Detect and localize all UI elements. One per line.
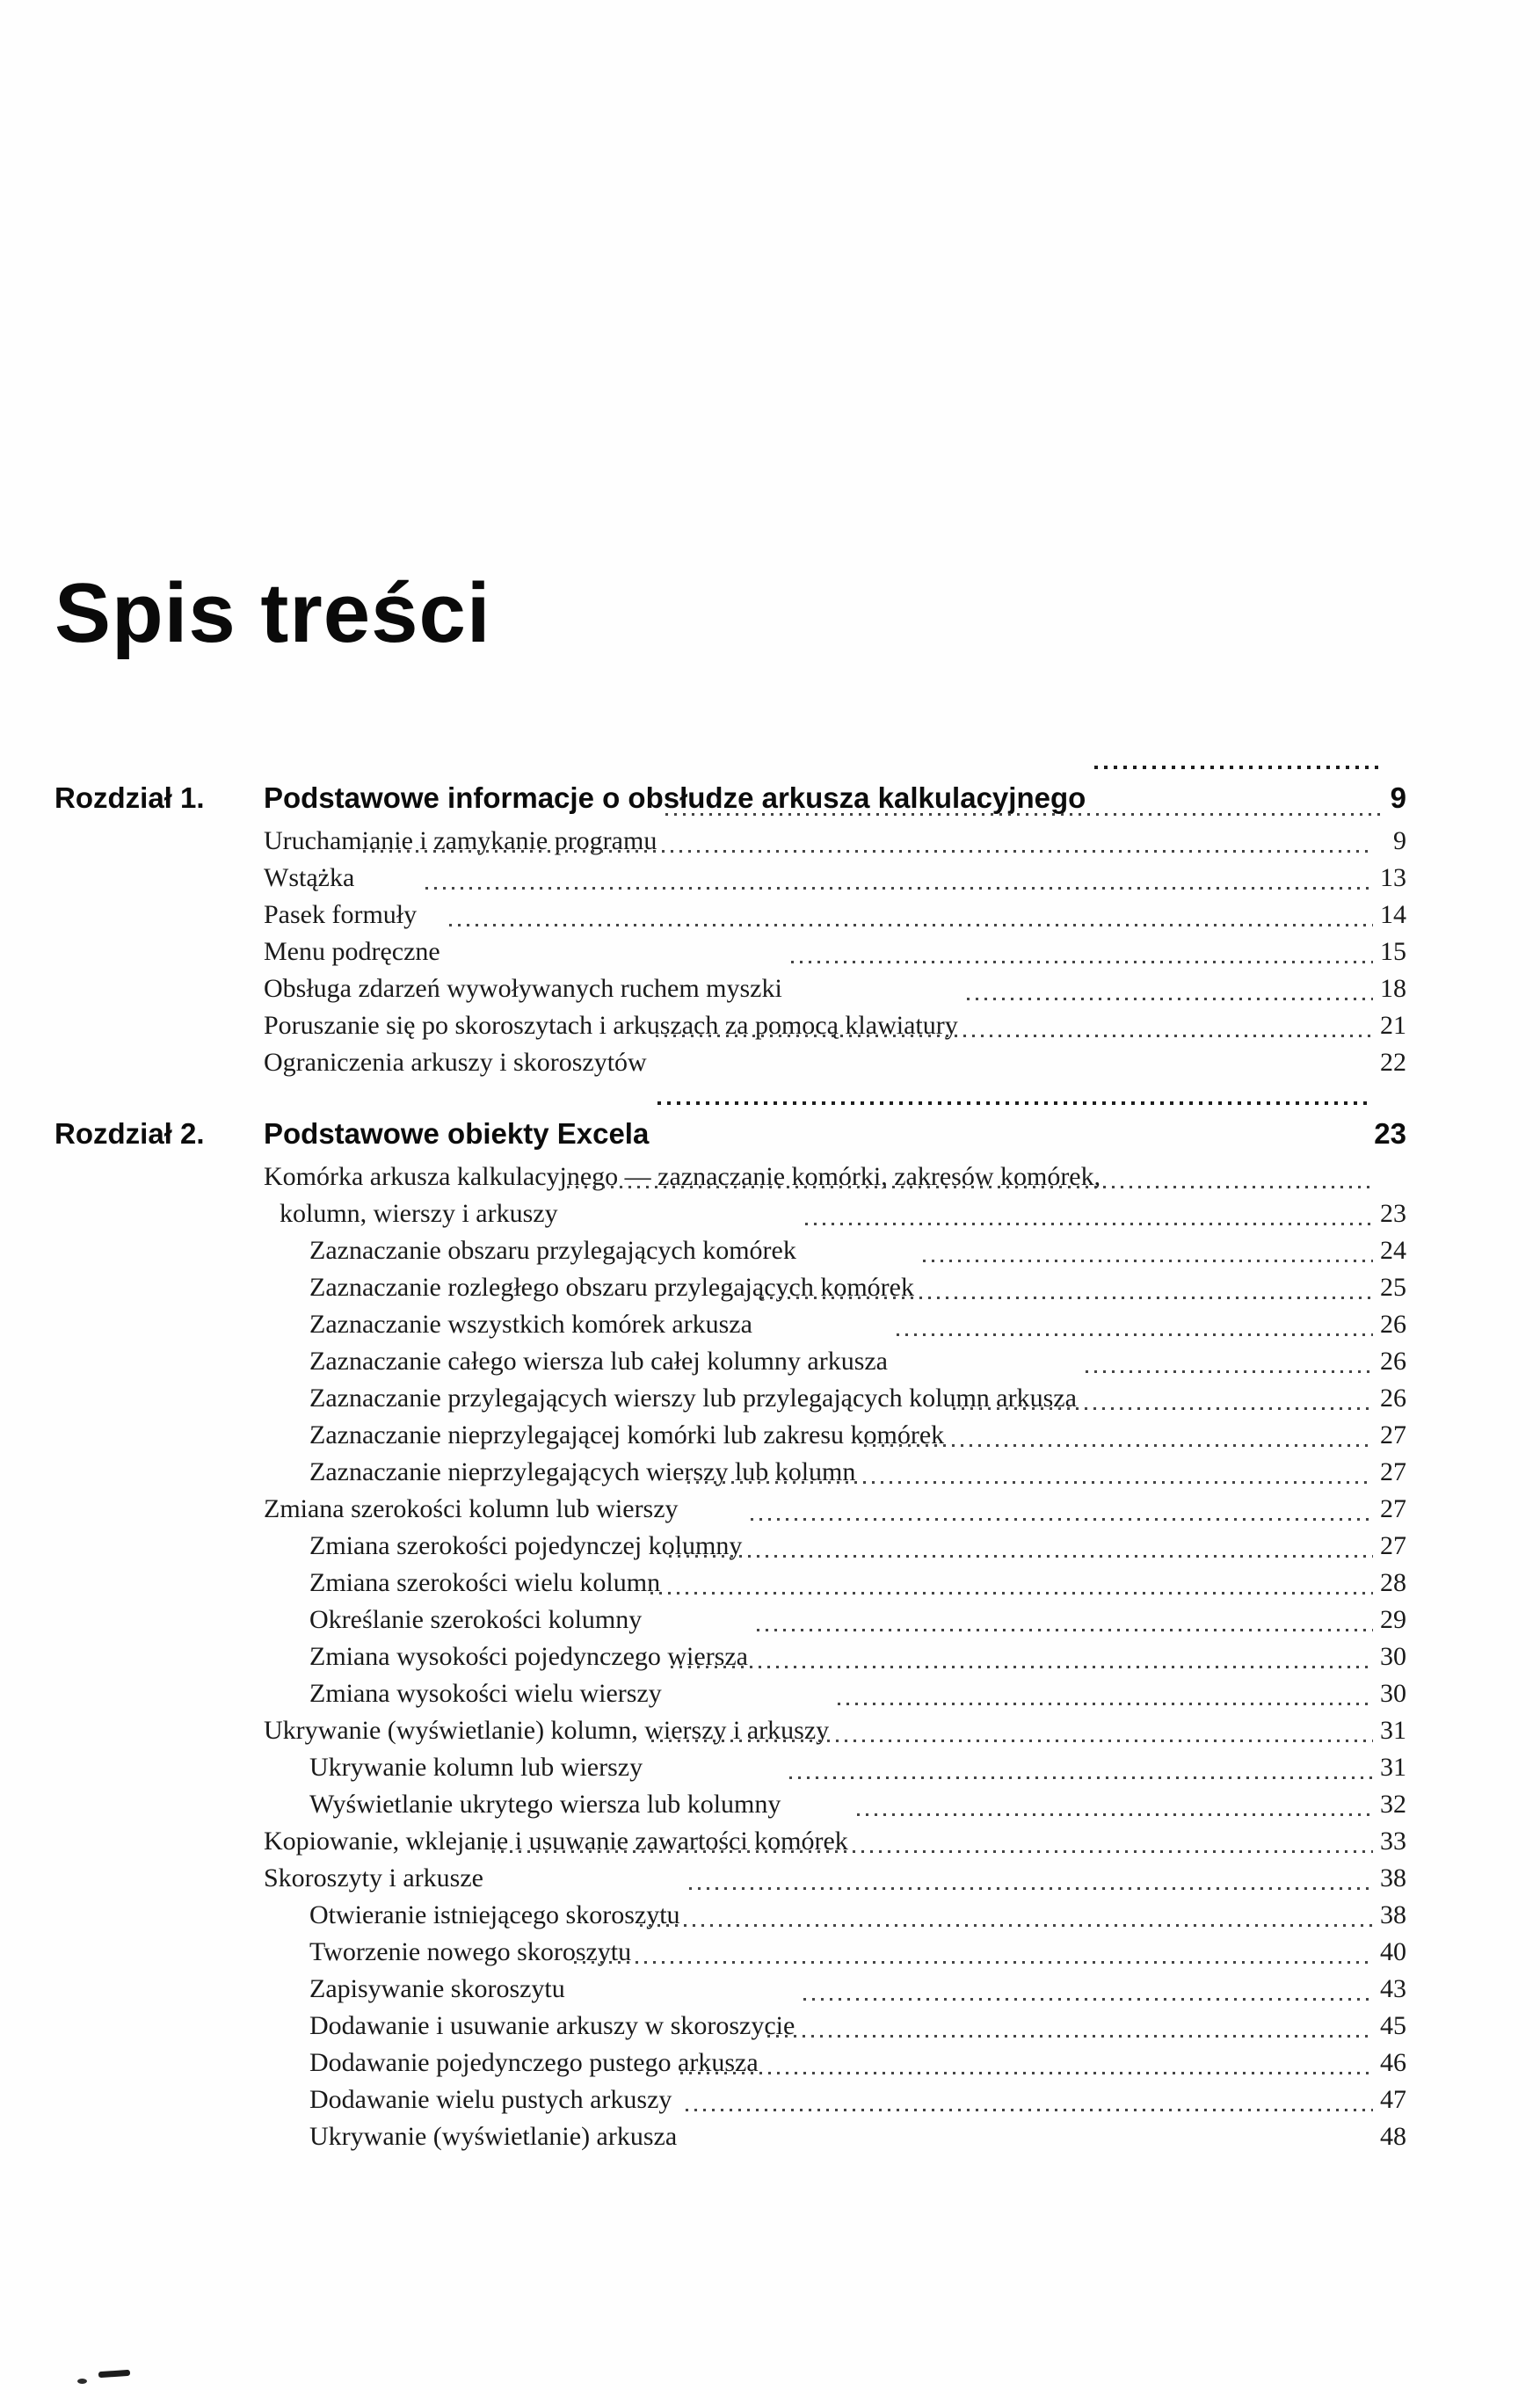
entry-text: Określanie szerokości kolumny (309, 1605, 643, 1634)
entry-text: Poruszanie się po skoroszytach i arkuszach za pomocą klawiatury (264, 1011, 958, 1040)
entry-text: Ukrywanie kolumn lub wierszy (309, 1753, 643, 1782)
entry-text: Wyświetlanie ukrytego wiersza lub kolumny (309, 1790, 781, 1819)
entry-page-number: 26 (1380, 1347, 1406, 1376)
chapter-heading (54, 1115, 1406, 1153)
toc-entry (264, 1306, 1406, 1343)
chapter-block (54, 779, 1406, 1081)
entry-page-number: 33 (1380, 1827, 1406, 1856)
chapter-title: Podstawowe informacje o obsłudze arkusza kalkulacyjnego (264, 781, 1086, 814)
entry-text: Skoroszyty i arkusze (264, 1863, 483, 1892)
entry-text: Ukrywanie (wyświetlanie) arkusza (309, 2122, 678, 2151)
chapter-title: Podstawowe obiekty Excela (264, 1117, 650, 1150)
toc-entry (264, 1823, 1406, 1860)
toc-entry (264, 1934, 1406, 1971)
entry-text: Ograniczenia arkuszy i skoroszytów (264, 1048, 647, 1077)
toc-entry (264, 1786, 1406, 1823)
toc-entry (264, 1195, 1406, 1232)
toc-entry (264, 1454, 1406, 1491)
entry-page-number: 26 (1380, 1384, 1406, 1413)
entry-page-number: 15 (1380, 937, 1406, 966)
entry-page-number: 30 (1380, 1679, 1406, 1708)
entry-page-number: 29 (1380, 1605, 1406, 1634)
page-title: Spis treści (54, 566, 491, 660)
entry-text: Zaznaczanie nieprzylegających wierszy lub kolumn (309, 1457, 856, 1486)
entry-text: Komórka arkusza kalkulacyjnego — zaznaczanie komórki, zakresów komórek, (264, 1162, 1101, 1191)
entry-page-number: 9 (1393, 826, 1406, 855)
toc-entry (264, 1602, 1406, 1638)
toc-entry (264, 970, 1406, 1007)
entry-page-number: 38 (1380, 1863, 1406, 1892)
entry-page-number: 27 (1380, 1531, 1406, 1560)
entry-text: Zaznaczanie obszaru przylegających komórek (309, 1236, 796, 1265)
entry-page-number: 26 (1380, 1310, 1406, 1339)
toc-entry (264, 1528, 1406, 1565)
entry-text: Zaznaczanie wszystkich komórek arkusza (309, 1310, 752, 1339)
scan-artifact (98, 2370, 130, 2378)
toc-entry (264, 1712, 1406, 1749)
entry-page-number: 21 (1380, 1011, 1406, 1040)
entry-page-number: 13 (1380, 863, 1406, 892)
toc-entry (264, 1638, 1406, 1675)
entry-text: Zmiana wysokości pojedynczego wiersza (309, 1642, 748, 1671)
chapter-page-number: 23 (1374, 1117, 1406, 1150)
chapter-heading (54, 779, 1406, 817)
toc-entry (264, 897, 1406, 933)
entry-page-number: 32 (1380, 1790, 1406, 1819)
chapter-label: Rozdział 2. (54, 1117, 205, 1150)
toc-entry (264, 1269, 1406, 1306)
entry-page-number: 30 (1380, 1642, 1406, 1671)
entry-page-number: 27 (1380, 1494, 1406, 1523)
entry-page-number: 24 (1380, 1236, 1406, 1265)
entry-text: Zmiana szerokości wielu kolumn (309, 1568, 661, 1597)
entry-page-number: 28 (1380, 1568, 1406, 1597)
toc-entry (264, 1380, 1406, 1417)
entry-text: Tworzenie nowego skoroszytu (309, 1937, 632, 1966)
toc-entry (264, 1860, 1406, 1897)
toc-entry (264, 1897, 1406, 1934)
toc-entry (264, 1971, 1406, 2008)
entry-page-number: 46 (1380, 2048, 1406, 2077)
chapter-label: Rozdział 1. (54, 781, 205, 814)
toc-entry (264, 1044, 1406, 1081)
scan-artifact (77, 2379, 87, 2384)
entry-text: Kopiowanie, wklejanie i usuwanie zawartości komórek (264, 1827, 848, 1856)
toc-entry (264, 1675, 1406, 1712)
entry-page-number: 31 (1380, 1753, 1406, 1782)
entry-page-number: 27 (1380, 1420, 1406, 1449)
entry-page-number: 23 (1380, 1199, 1406, 1228)
toc-entry (264, 860, 1406, 897)
toc-entry (264, 1491, 1406, 1528)
entry-page-number: 18 (1380, 974, 1406, 1003)
toc-entry (264, 1007, 1406, 1044)
entry-text: Dodawanie i usuwanie arkuszy w skoroszycie (309, 2011, 795, 2040)
toc-entry (264, 2118, 1406, 2155)
toc-entry (264, 823, 1406, 860)
entry-text: Obsługa zdarzeń wywoływanych ruchem myszki (264, 974, 782, 1003)
entry-text: Dodawanie pojedynczego pustego arkusza (309, 2048, 759, 2077)
chapter-block (54, 1115, 1406, 2155)
toc-entry (264, 1749, 1406, 1786)
entry-page-number: 48 (1380, 2122, 1406, 2151)
entry-text: Otwieranie istniejącego skoroszytu (309, 1900, 680, 1929)
entry-text: kolumn, wierszy i arkuszy (280, 1199, 558, 1228)
chapter-entries (264, 1159, 1406, 2155)
entry-text: Wstążka (264, 863, 355, 892)
entry-page-number: 45 (1380, 2011, 1406, 2040)
toc-entry (264, 1417, 1406, 1454)
entry-text: Zaznaczanie przylegających wierszy lub przylegających kolumn arkusza (309, 1384, 1077, 1413)
toc-entry (264, 1565, 1406, 1602)
entry-text: Ukrywanie (wyświetlanie) kolumn, wierszy i arkuszy (264, 1716, 830, 1745)
toc (54, 779, 1406, 2155)
entry-page-number: 38 (1380, 1900, 1406, 1929)
entry-page-number: 25 (1380, 1273, 1406, 1302)
entry-text: Zaznaczanie całego wiersza lub całej kolumny arkusza (309, 1347, 888, 1376)
toc-entry (264, 1232, 1406, 1269)
toc-entry (264, 1159, 1406, 1195)
entry-text: Zapisywanie skoroszytu (309, 1974, 565, 2003)
toc-entry (264, 2008, 1406, 2045)
toc-entry (264, 933, 1406, 970)
entry-page-number: 47 (1380, 2085, 1406, 2114)
entry-text: Menu podręczne (264, 937, 440, 966)
entry-page-number: 14 (1380, 900, 1406, 929)
entry-text: Zaznaczanie nieprzylegającej komórki lub zakresu komórek (309, 1420, 945, 1449)
entry-page-number: 31 (1380, 1716, 1406, 1745)
toc-entry (264, 2081, 1406, 2118)
entry-page-number: 27 (1380, 1457, 1406, 1486)
entry-text: Zaznaczanie rozległego obszaru przylegających komórek (309, 1273, 914, 1302)
entry-text: Zmiana szerokości pojedynczej kolumny (309, 1531, 743, 1560)
chapter-entries (264, 823, 1406, 1081)
entry-page-number: 40 (1380, 1937, 1406, 1966)
entry-text: Zmiana wysokości wielu wierszy (309, 1679, 662, 1708)
entry-text: Zmiana szerokości kolumn lub wierszy (264, 1494, 679, 1523)
entry-text: Dodawanie wielu pustych arkuszy (309, 2085, 672, 2114)
chapter-page-number: 9 (1390, 781, 1406, 814)
toc-entry (264, 2045, 1406, 2081)
toc-entry (264, 1343, 1406, 1380)
entry-page-number: 43 (1380, 1974, 1406, 2003)
entry-text: Uruchamianie i zamykanie programu (264, 826, 657, 855)
entry-page-number: 22 (1380, 1048, 1406, 1077)
entry-text: Pasek formuły (264, 900, 418, 929)
